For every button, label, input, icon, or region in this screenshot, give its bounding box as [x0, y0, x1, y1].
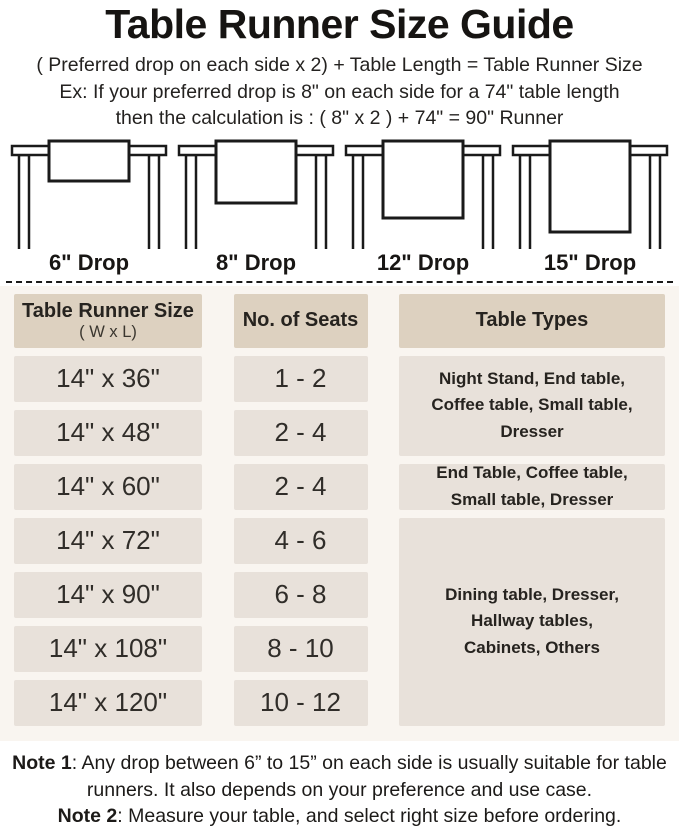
drop-labels-row — [0, 250, 679, 276]
size-cell-14x36: 14" x 36" — [14, 356, 202, 402]
drop-label-12in: 12" Drop — [376, 249, 470, 275]
header-runner-size-line1: Table Runner Size — [22, 299, 194, 322]
table-types-cell-large: Dining table, Dresser, Hallway tables, Cabinets, Others — [399, 518, 665, 726]
page-title: Table Runner Size Guide — [105, 1, 574, 47]
table-runner-15in-icon — [511, 139, 669, 249]
table-runner-6in-icon — [10, 139, 168, 249]
note-2 — [58, 805, 622, 826]
example-line-1: Ex: If your preferred drop is 8" on each side for a 74" table length — [59, 80, 620, 103]
formula-line: ( Preferred drop on each side x 2) + Table Length = Table Runner Size — [36, 54, 643, 77]
note-1-text: : Any drop between 6” to 15” on each side is usually suitable for table runners. It also depends on your preference and use case. — [71, 751, 667, 801]
seats-cell-row3: 2 - 4 — [234, 464, 368, 510]
size-cell-14x48: 14" x 48" — [14, 410, 202, 456]
drop-label-8in: 8" Drop — [215, 249, 297, 275]
header-no-of-seats: No. of Seats — [234, 294, 368, 348]
seats-cell-row7: 10 - 12 — [234, 680, 368, 726]
seats-cell-row6: 8 - 10 — [234, 626, 368, 672]
header-runner-size-line2: ( W x L) — [79, 322, 137, 341]
size-cell-14x120: 14" x 120" — [14, 680, 202, 726]
note-2-label: Note 2 — [57, 805, 118, 826]
seats-cell-row2: 2 - 4 — [234, 410, 368, 456]
table-types-cell-small: Night Stand, End table, Coffee table, Small table, Dresser — [399, 356, 665, 456]
drop-illustrations — [0, 139, 679, 249]
table-types-cell-medium: End Table, Coffee table, Small table, Dresser — [399, 464, 665, 510]
drop-label-6in: 6" Drop — [48, 249, 130, 275]
size-cell-14x108: 14" x 108" — [14, 626, 202, 672]
size-cell-14x90: 14" x 90" — [14, 572, 202, 618]
illustration-15in-drop — [507, 139, 673, 249]
header-runner-size — [14, 294, 202, 348]
illustration-12in-drop — [340, 139, 506, 249]
illustration-8in-drop — [173, 139, 339, 249]
header-table-types: Table Types — [399, 294, 665, 348]
seats-cell-row5: 6 - 8 — [234, 572, 368, 618]
note-1 — [12, 752, 667, 801]
table-runner-8in-icon — [177, 139, 335, 249]
note-1-label: Note 1 — [12, 751, 72, 774]
drop-label-15in: 15" Drop — [543, 249, 637, 275]
dashed-divider — [6, 281, 673, 283]
table-runner-12in-icon — [344, 139, 502, 249]
size-table-section — [0, 286, 679, 741]
size-guide-table — [14, 294, 665, 726]
seats-cell-row1: 1 - 2 — [234, 356, 368, 402]
size-cell-14x72: 14" x 72" — [14, 518, 202, 564]
note-2-text: : Measure your table, and select right size before ordering. — [117, 805, 622, 826]
illustration-6in-drop — [6, 139, 172, 249]
size-cell-14x60: 14" x 60" — [14, 464, 202, 510]
footer-notes — [0, 750, 679, 826]
seats-cell-row4: 4 - 6 — [234, 518, 368, 564]
example-line-2: then the calculation is : ( 8" x 2 ) + 74" = 90" Runner — [115, 107, 564, 130]
